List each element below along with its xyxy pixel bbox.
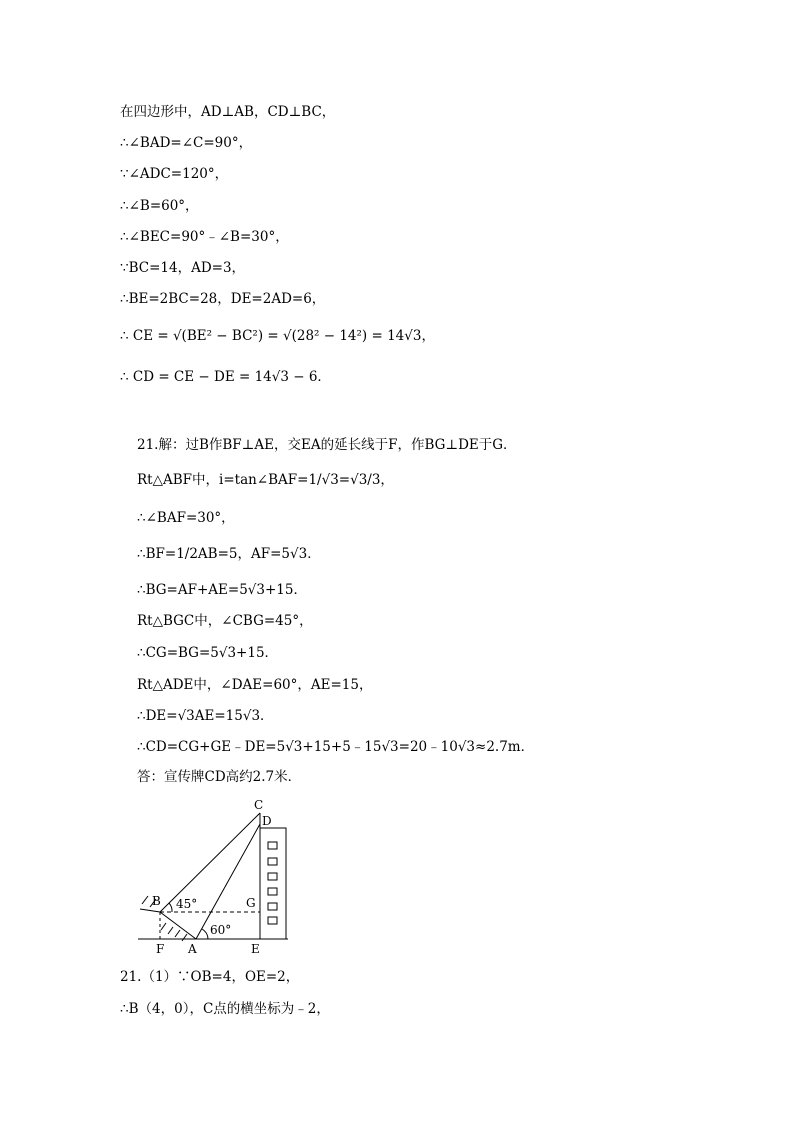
slope-ab [160, 912, 196, 939]
line-bf-af: ∴BF=1/2AB=5，AF=5√3． [137, 546, 321, 562]
label-d: D [262, 814, 272, 828]
angle-arc-60 [202, 929, 208, 939]
window [268, 888, 277, 895]
line-rt-ade: Rt△ADE中，∠DAE=60°，AE=15， [137, 677, 373, 693]
line-answer: 答：宣传牌CD高约2.7米． [137, 769, 302, 785]
label-angle-60: 60° [210, 923, 232, 937]
line-ce: ∴ CE = √(BE² − BC²) = √(28² − 14²) = 14√3， [120, 328, 435, 344]
line-rt-bgc: Rt△BGC中，∠CBG=45°， [137, 613, 313, 629]
line-de: ∴DE=√3AE=15√3． [137, 708, 274, 724]
angle-arc-45 [169, 903, 172, 912]
label-g: G [246, 896, 256, 910]
window [268, 842, 277, 849]
label-e: E [251, 942, 260, 956]
line-cg: ∴CG=BG=5√3+15． [137, 645, 279, 661]
line-q21-part1: 21.（1）∵OB=4，OE=2， [120, 969, 300, 985]
line-angle-b: ∴∠B=60°， [120, 198, 199, 214]
sight-line-bc [160, 813, 260, 912]
line-angle-adc: ∵∠ADC=120°， [120, 166, 229, 182]
label-c: C [254, 798, 264, 812]
line-point-b: ∴B（4，0），C点的横坐标为﹣2， [120, 1001, 330, 1017]
line-q21-solution-intro: 21.解：过B作BF⊥AE，交EA的延长线于F，作BG⊥DE于G． [137, 437, 517, 453]
line-angle-bec: ∴∠BEC=90°﹣∠B=30°， [120, 229, 289, 245]
line-cd-result: ∴CD=CG+GE﹣DE=5√3+15+5﹣15√3=20﹣10√3≈2.7m． [137, 739, 535, 755]
label-angle-45: 45° [176, 897, 198, 911]
line-cd: ∴ CD = CE − DE = 14√3 − 6． [120, 369, 331, 385]
geometry-figure [130, 796, 300, 960]
line-bg: ∴BG=AF+AE=5√3+15． [137, 582, 307, 598]
line-bc-ad: ∵BC=14，AD=3， [120, 260, 246, 276]
window [268, 873, 277, 880]
building [260, 828, 286, 939]
window [268, 858, 277, 865]
sight-line-ad [196, 824, 260, 939]
window [268, 917, 277, 924]
label-f: F [156, 942, 165, 956]
window [268, 903, 277, 910]
line-rt-abf: Rt△ABF中，i=tan∠BAF=1/√3=√3/3， [137, 472, 394, 488]
line-be-de: ∴BE=2BC=28，DE=2AD=6， [120, 291, 326, 307]
label-a: A [188, 942, 197, 956]
line-angle-bad: ∴∠BAD=∠C=90°， [120, 135, 253, 151]
line-angle-baf: ∴∠BAF=30°， [137, 510, 235, 526]
label-b: B [152, 894, 161, 908]
line-quadrilateral-given: 在四边形中，AD⊥AB，CD⊥BC， [120, 104, 336, 120]
hill-edge [140, 909, 160, 912]
